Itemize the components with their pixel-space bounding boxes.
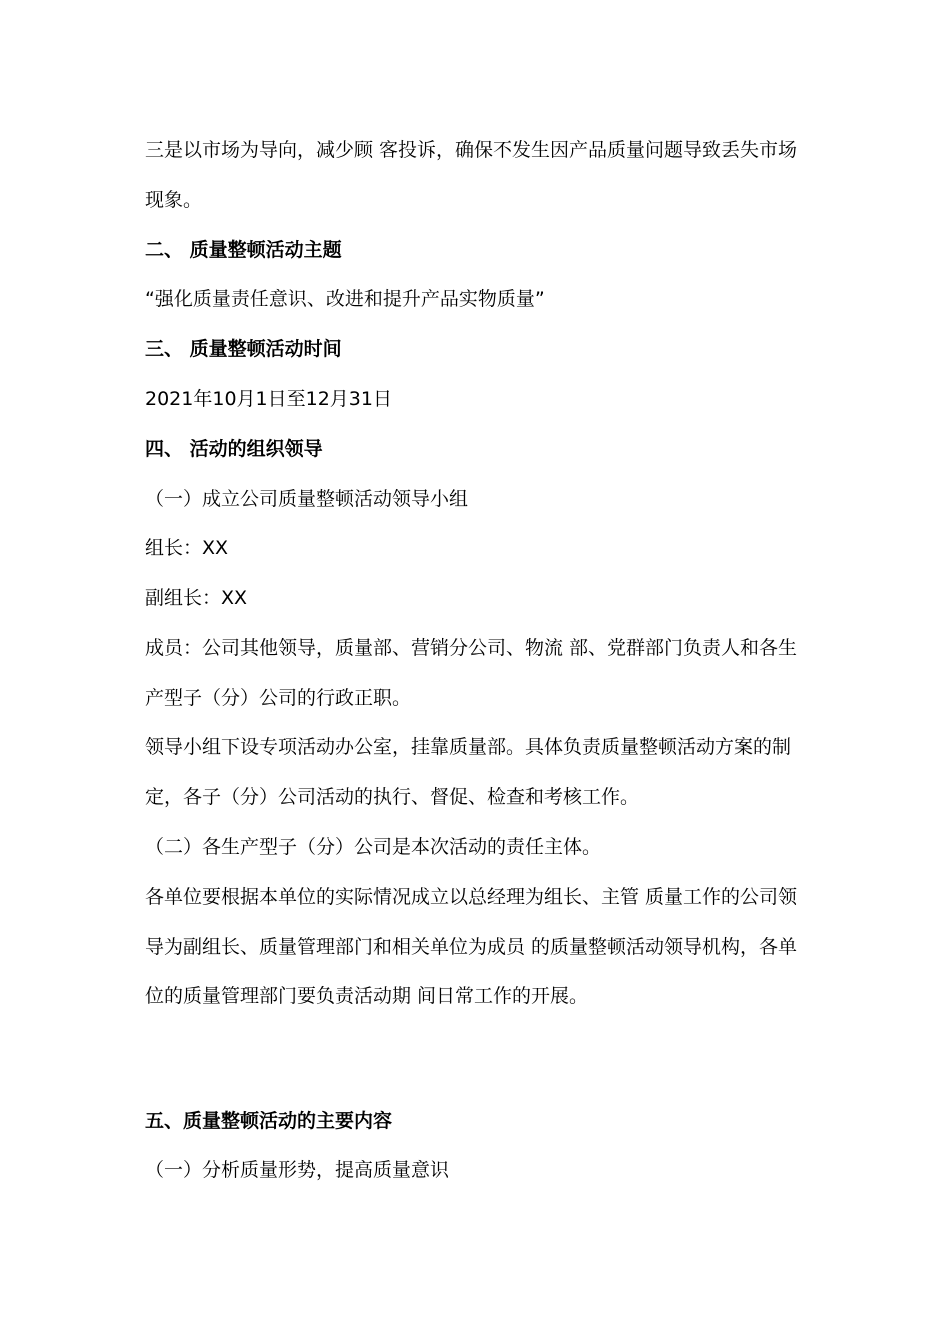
- section-heading: 四、 活动的组织领导: [145, 438, 323, 460]
- subsection-heading: （二）各生产型子（分）公司是本次活动的责任主体。: [145, 836, 602, 858]
- body-text-line: 定，各子（分）公司活动的执行、督促、检查和考核工作。: [145, 786, 640, 808]
- body-text-line: 产型子（分）公司的行政正职。: [145, 687, 412, 709]
- subsection-heading: （一）成立公司质量整顿活动领导小组: [145, 488, 469, 510]
- body-text-line: 现象。: [145, 189, 203, 211]
- body-text-line: 成员：公司其他领导，质量部、营销分公司、物流 部、党群部门负责人和各生: [145, 637, 798, 659]
- body-text-line: 三是以市场为导向，减少顾 客投诉，确保不发生因产品质量问题导致丢失市场: [145, 139, 798, 161]
- body-text-line: 各单位要根据本单位的实际情况成立以总经理为组长、主管 质量工作的公司领: [145, 886, 798, 908]
- subsection-heading: （一）分析质量形势，提高质量意识: [145, 1159, 450, 1181]
- body-text-line: 领导小组下设专项活动办公室，挂靠质量部。具体负责质量整顿活动方案的制: [145, 736, 792, 758]
- section-heading: 五、质量整顿活动的主要内容: [145, 1110, 393, 1132]
- section-heading: 二、 质量整顿活动主题: [145, 239, 342, 261]
- activity-date-range: 2021年10月1日至12月31日: [145, 388, 392, 410]
- body-text-line: 位的质量管理部门要负责活动期 间日常工作的开展。: [145, 985, 589, 1007]
- theme-quote: “强化质量责任意识、改进和提升产品实物质量”: [145, 288, 545, 310]
- body-text-line: 副组长：XX: [145, 587, 248, 609]
- body-text-line: 组长：XX: [145, 537, 229, 559]
- body-text-line: 导为副组长、质量管理部门和相关单位为成员 的质量整顿活动领导机构，各单: [145, 936, 798, 958]
- section-heading: 三、 质量整顿活动时间: [145, 338, 342, 360]
